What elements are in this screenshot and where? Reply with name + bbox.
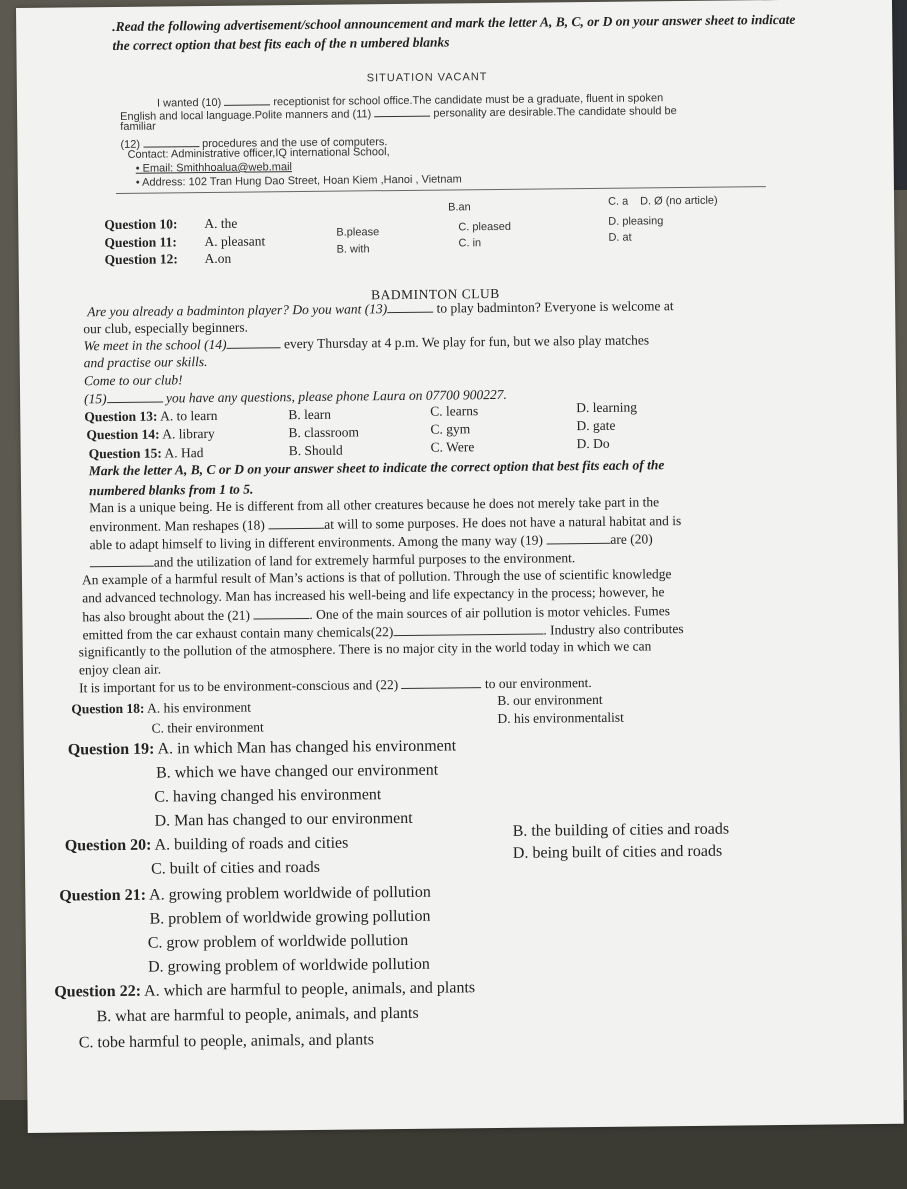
q20-option-c: C. built of cities and roads [150, 858, 320, 878]
q19-option-c: C. having changed his environment [154, 786, 382, 806]
passage-line-10: enjoy clean air. [78, 661, 162, 678]
q21-option-a: A. growing problem worldwide of pollution [149, 883, 431, 904]
blank-15 [107, 389, 163, 403]
club-line-5: Come to our club! [83, 372, 183, 389]
q12-option-a: A.on [204, 250, 232, 267]
blank-20 [90, 554, 154, 568]
blank-10 [224, 92, 270, 105]
q15-label: Question 15: [88, 445, 162, 462]
q22-option-a: A. which are harmful to people, animals, and plants [144, 979, 476, 1000]
q13-option-a: A. to learn [159, 407, 218, 424]
q10-option-c: C. a [607, 195, 629, 208]
q15-option-d: D. Do [576, 435, 610, 452]
blank-21 [253, 606, 309, 620]
ad-line-3: familiar [120, 120, 156, 133]
q22-option-b: B. what are harmful to people, animals, and plants [96, 1004, 419, 1026]
q14-option-c: C. gym [430, 421, 471, 437]
club-line-2: our club, especially beginners. [83, 319, 249, 337]
ad-line-4: (12) procedures and the use of computers. [120, 132, 387, 151]
q21-option-d: D. growing problem of worldwide pollution [147, 955, 430, 976]
q14-option-b: B. classroom [288, 424, 360, 441]
q20-label: Question 20: [64, 836, 152, 855]
blank-12 [143, 134, 199, 148]
q12-option-d: D. at [608, 231, 632, 244]
q10-option-d: D. Ø (no article) [639, 194, 718, 208]
q14-option-d: D. gate [576, 417, 616, 434]
blank-19 [546, 531, 610, 545]
passage-line-9: significantly to the pollution of the atmosphere. There is no major city in the world today in which we can [78, 638, 652, 660]
q19-option-d: D. Man has changed to our environment [154, 809, 413, 830]
q20-option-a: A. building of roads and cities [154, 834, 349, 854]
club-line-6: (15) you have any questions, please phone Laura on 07700 900227. [84, 386, 507, 407]
blank-14 [227, 335, 281, 349]
instruction-2: Mark the letter A, B, C or D on your answer sheet to indicate the correct option that best fits each of the [88, 457, 665, 479]
q18-option-d: D. his environmentalist [497, 709, 624, 726]
q11-option-a: A. pleasant [204, 233, 266, 250]
q18-option-a: A. his environment [147, 699, 252, 716]
q18-label: Question 18: [71, 700, 145, 717]
q13-option-c: C. learns [430, 403, 479, 419]
club-line-4: and practise our skills. [83, 354, 208, 371]
blank-11 [374, 104, 430, 118]
q11-option-d: D. pleasing [608, 215, 664, 228]
passage-line-3: able to adapt himself to living in different environments. Among the many way (19) are (20) [89, 531, 653, 553]
blank-22b [401, 675, 481, 689]
q11-option-c: C. pleased [458, 220, 511, 234]
q13-label: Question 13: [84, 408, 158, 425]
q14-label: Question 14: [86, 426, 160, 443]
passage-line-6: and advanced technology. Man has increased his well-being and life expectancy in the process; however, he [82, 584, 665, 606]
q19-option-a: A. in which Man has changed his environment [157, 737, 457, 758]
q19-option-b: B. which we have changed our environment [155, 761, 439, 782]
blank-18 [268, 516, 324, 530]
ad-contact: Contact: Administrative officer,IQ international School, [127, 146, 390, 161]
passage-line-7: has also brought about the (21) . One of the main sources of air pollution is motor vehicles. Fumes [82, 603, 671, 625]
q20-option-d: D. being built of cities and roads [512, 842, 723, 862]
q10-option-a: A. the [204, 215, 238, 232]
q22-label: Question 22: [54, 982, 142, 1001]
q20-option-b: B. the building of cities and roads [512, 820, 730, 840]
passage-line-2: environment. Man reshapes (18) at will to some purposes. He does not have a natural habitat and is [89, 513, 682, 535]
q15-option-a: A. Had [164, 445, 204, 461]
instruction-2-cont: numbered blanks from 1 to 5. [88, 481, 254, 499]
q15-option-b: B. Should [288, 442, 343, 459]
instruction-1: .Read the following advertisement/school announcement and mark the letter A, B, C, or D on your answer sheet to indicate the correct option that best fits each of the n umbered blanks [112, 11, 796, 53]
club-line-3: We meet in the school (14) every Thursday at 4 p.m. We play for fun, but we also play matches [83, 332, 650, 354]
q14-option-a: A. library [162, 425, 215, 442]
q15-option-c: C. Were [430, 439, 475, 455]
q12-label: Question 12: [104, 251, 178, 268]
blank-22a [393, 622, 543, 637]
club-line-1: Are you already a badminton player? Do you want (13) to play badminton? Everyone is welcome at [87, 298, 674, 320]
q12-option-b: B. with [336, 243, 370, 256]
passage-line-1: Man is a unique being. He is different from all other creatures because he does not merely take part in the [89, 494, 660, 516]
ad-title: SITUATION VACANT [366, 71, 488, 85]
q11-label: Question 11: [104, 234, 177, 251]
ad-email: • Email: Smithhoalua@web.mail [135, 161, 292, 175]
club-title: BADMINTON CLUB [370, 285, 500, 303]
q13-option-d: D. learning [576, 399, 638, 416]
q11-option-b: B.please [336, 226, 380, 239]
passage-line-5: An example of a harmful result of Man’s actions is that of pollution. Through the use of scientific knowledge [81, 566, 672, 588]
q21-label: Question 21: [59, 886, 147, 905]
q12-option-c: C. in [458, 237, 482, 250]
ad-line-2: English and local language.Polite manners and (11) personality are desirable.The candidate should be [120, 105, 677, 123]
q18-option-c: C. their environment [151, 719, 264, 736]
q21-option-b: B. problem of worldwide growing pollution [149, 907, 431, 928]
q10-label: Question 10: [104, 216, 178, 233]
q22-option-c: C. tobe harmful to people, animals, and plants [78, 1031, 374, 1052]
worksheet-page [16, 0, 904, 1133]
q21-option-c: C. grow problem of worldwide pollution [147, 931, 409, 952]
passage-line-4: and the utilization of land for extremely harmful purposes to the environment. [90, 549, 576, 571]
q10-option-b: B.an [448, 201, 471, 214]
blank-13 [387, 300, 433, 313]
ad-address: • Address: 102 Tran Hung Dao Street, Hoan Kiem ,Hanoi , Vietnam [135, 173, 462, 189]
ad-line-1: I wanted (10) receptionist for school office.The candidate must be a graduate, fluent in spoken [156, 92, 664, 110]
q19-label: Question 19: [67, 740, 155, 759]
q13-option-b: B. learn [288, 406, 332, 423]
passage-line-8: emitted from the car exhaust contain many chemicals(22) . Industry also contributes [82, 621, 684, 643]
q18-option-b: B. our environment [497, 691, 603, 708]
passage-line-11: It is important for us to be environment-conscious and (22) to our environment. [79, 675, 592, 696]
